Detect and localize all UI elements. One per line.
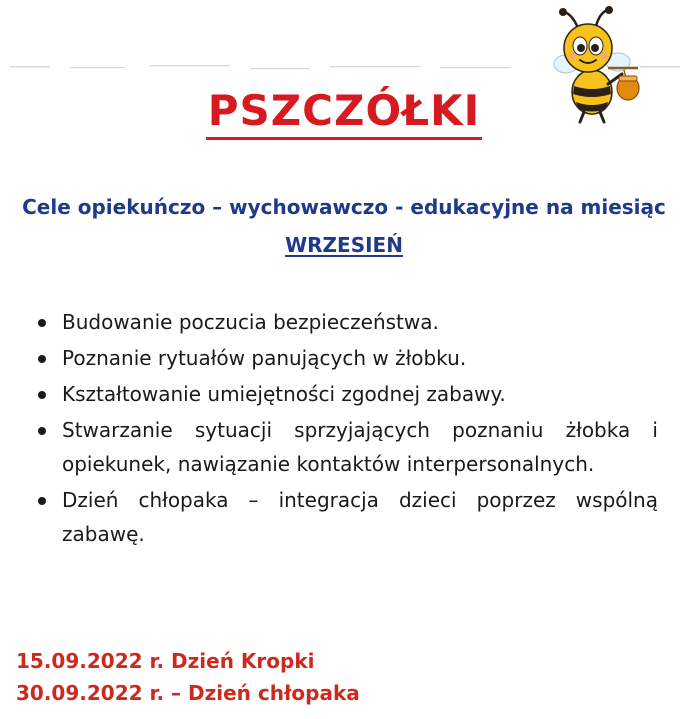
bullet-dot-icon [38, 355, 46, 363]
event-item: 30.09.2022 r. – Dzień chłopaka [16, 681, 360, 705]
month-label: WRZESIEŃ [285, 233, 403, 257]
goal-text: Dzień chłopaka – integracja dzieci poprzez wspólną zabawę. [62, 488, 658, 546]
list-item [30, 377, 658, 411]
goal-text: Stwarzanie sytuacji sprzyjających poznaniu żłobka i opiekunek, nawiązanie kontaktów interpersonalnych. [62, 418, 658, 476]
page-title [0, 86, 688, 140]
list-item [30, 483, 658, 551]
title-text: PSZCZÓŁKI [206, 86, 483, 140]
bullet-dot-icon [38, 497, 46, 505]
goal-text: Poznanie rytuałów panujących w żłobku. [62, 346, 467, 370]
bullet-dot-icon [38, 427, 46, 435]
bullet-dot-icon [38, 391, 46, 399]
event-item: 15.09.2022 r. Dzień Kropki [16, 649, 315, 673]
goals-list [30, 305, 658, 553]
bullet-dot-icon [38, 319, 46, 327]
goal-text: Budowanie poczucia bezpieczeństwa. [62, 310, 439, 334]
month-heading [0, 233, 688, 257]
list-item [30, 305, 658, 339]
list-item [30, 413, 658, 481]
list-item [30, 341, 658, 375]
goal-text: Kształtowanie umiejętności zgodnej zabawy. [62, 382, 506, 406]
events-list [16, 645, 360, 709]
section-heading: Cele opiekuńczo – wychowawczo - edukacyjne na miesiąc [22, 195, 666, 219]
